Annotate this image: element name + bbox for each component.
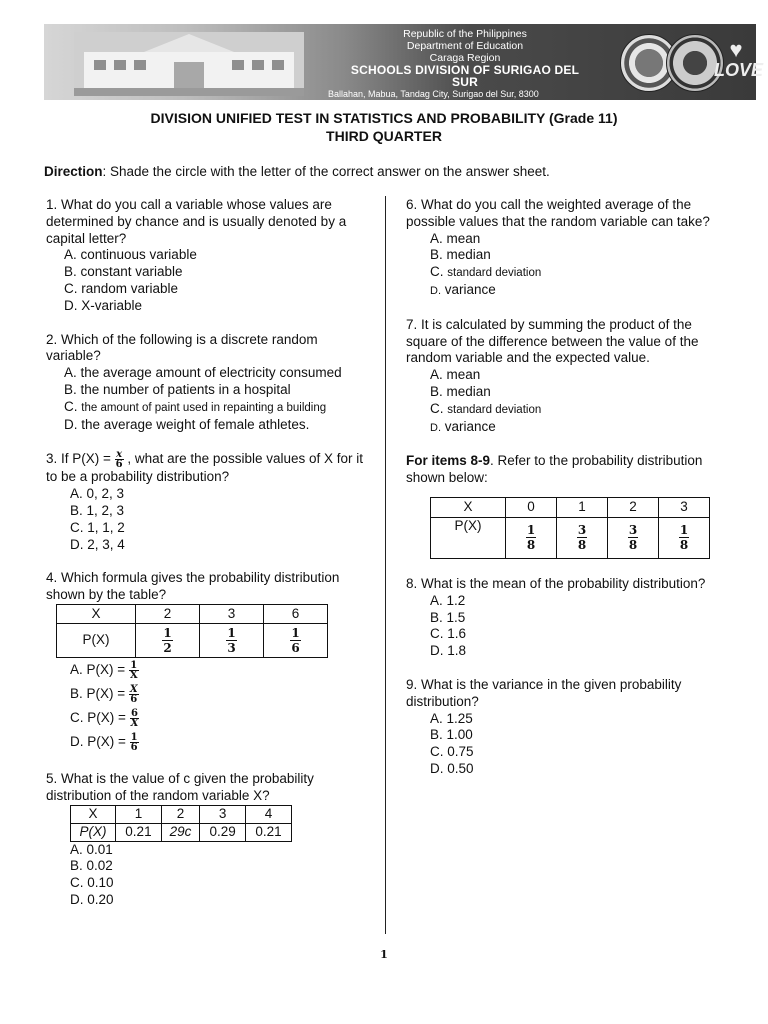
question-5-options — [70, 842, 366, 909]
table-cell: 3 — [659, 497, 710, 517]
banner-line-division: SCHOOLS DIVISION OF SURIGAO DEL SUR — [350, 63, 580, 89]
option: A. continuous variable — [64, 247, 197, 263]
numerator: 1 — [130, 731, 138, 743]
numerator: 1 — [163, 625, 172, 640]
numerator: 1 — [227, 625, 236, 640]
numerator: 6 — [131, 707, 138, 719]
question-4-stem: 4. Which formula gives the probability distribution shown by the table? — [46, 570, 340, 603]
option — [70, 730, 366, 754]
direction-text — [44, 164, 550, 179]
numerator: 1 — [291, 625, 300, 640]
option: A. 0, 2, 3 — [70, 486, 125, 502]
option: D. X-variable — [64, 297, 143, 313]
option: C. 0.75 — [430, 744, 474, 760]
option-letter: C. — [430, 400, 444, 416]
option: B. median — [430, 383, 491, 399]
option — [430, 419, 726, 437]
numerator: 1 — [130, 659, 138, 671]
option-text: the amount of paint used in repainting a building — [81, 401, 327, 414]
denominator: 6 — [130, 693, 138, 705]
items-8-9-stem — [406, 453, 726, 487]
question-2-stem: 2. Which of the following is a discrete random variable? — [46, 331, 318, 364]
denominator: X — [130, 717, 139, 729]
numerator: 3 — [628, 523, 638, 538]
items-8-9-text: . Refer to the probability distribution shown below: — [406, 453, 703, 486]
table-header-x: X — [57, 604, 136, 623]
table-cell — [608, 517, 659, 558]
direction-label: Direction — [44, 164, 103, 179]
numerator: 1 — [526, 523, 536, 538]
question-7 — [406, 317, 726, 437]
denominator: 8 — [577, 538, 587, 553]
option-text: variance — [444, 281, 496, 297]
header-banner — [44, 24, 764, 100]
question-5 — [46, 771, 366, 909]
items-8-9-table — [430, 497, 710, 559]
page-title: DIVISION UNIFIED TEST IN STATISTICS AND PROBABILITY (Grade 11) — [150, 110, 618, 126]
fraction — [130, 709, 140, 728]
table-cell: 0.29 — [200, 823, 246, 841]
items-8-9-intro — [406, 453, 726, 559]
direction-body: : Shade the circle with the letter of the correct answer on the answer sheet. — [102, 164, 550, 179]
denominator: 8 — [526, 538, 536, 553]
table-header-px: P(X) — [57, 623, 136, 657]
option — [64, 399, 366, 417]
banner-text — [328, 28, 590, 100]
question-8-options — [430, 593, 726, 660]
table-cell: 1 — [116, 805, 162, 823]
option: C. 1.6 — [430, 626, 467, 642]
option: D. the average weight of female athletes. — [64, 416, 310, 432]
question-9-options — [430, 711, 726, 778]
question-6 — [406, 197, 726, 300]
option: D. 0.20 — [70, 891, 114, 907]
option: C. 1, 1, 2 — [70, 519, 125, 535]
option-text: A. P(X) = — [70, 661, 129, 677]
question-9 — [406, 677, 726, 778]
fraction — [129, 661, 139, 680]
question-6-stem: 6. What do you call the weighted average of the possible values that the random variable can take? — [406, 197, 710, 229]
question-3 — [46, 450, 366, 553]
fraction — [628, 523, 638, 552]
denominator: 8 — [628, 538, 638, 553]
option-letter: C. — [64, 398, 78, 414]
fraction — [290, 626, 300, 655]
option: C. random variable — [64, 280, 179, 296]
option-text: standard deviation — [447, 267, 542, 280]
question-4 — [46, 570, 366, 754]
option: A. mean — [430, 230, 481, 246]
question-3-stem — [46, 450, 366, 486]
fraction — [129, 685, 139, 704]
table-cell — [200, 623, 264, 657]
option: D. 2, 3, 4 — [70, 536, 125, 552]
denominator: 3 — [227, 640, 236, 655]
option: B. 1, 2, 3 — [70, 502, 125, 518]
numerator: 1 — [679, 523, 689, 538]
question-1-stem: 1. What do you call a variable whose values are determined by chance and is usually denoted by a capital letter? — [46, 197, 347, 246]
fraction — [526, 523, 536, 552]
denominator: 8 — [679, 538, 689, 553]
table-cell: 2 — [608, 497, 659, 517]
option: B. 1.00 — [430, 727, 473, 743]
option: B. 1.5 — [430, 609, 466, 625]
numerator: X — [129, 683, 138, 695]
question-5-stem: 5. What is the value of c given the probability distribution of the random variable X? — [46, 770, 314, 803]
items-8-9-label: For items 8-9 — [406, 453, 491, 469]
option-text: variance — [444, 418, 496, 434]
question-5-table — [70, 805, 292, 842]
question-2-options — [64, 365, 366, 433]
table-cell: 0.21 — [246, 823, 292, 841]
question-7-options — [430, 367, 726, 436]
option — [430, 401, 726, 419]
table-header-px: P(X) — [431, 517, 506, 558]
fraction — [577, 523, 587, 552]
option: D. 1.8 — [430, 643, 467, 659]
table-cell: 2 — [161, 805, 199, 823]
table-cell — [136, 623, 200, 657]
option-text: C. P(X) = — [70, 709, 130, 725]
love-logo-text: LOVE — [714, 60, 764, 80]
question-1-options — [64, 247, 366, 314]
table-cell: 6 — [264, 604, 328, 623]
table-cell: 3 — [200, 805, 246, 823]
numerator: 3 — [577, 523, 587, 538]
banner-line-deped: Department of Education — [406, 40, 524, 52]
numerator: x — [116, 449, 123, 461]
stem-text: , what are the possible values of X for it to be a probability distribution? — [46, 451, 363, 485]
denominator: X — [129, 669, 138, 681]
option: B. 0.02 — [70, 858, 113, 874]
option: B. constant variable — [64, 264, 183, 280]
banner-line-republic: Republic of the Philippines — [403, 28, 527, 40]
table-cell: 2 — [136, 604, 200, 623]
denominator: 6 — [130, 741, 138, 753]
option — [70, 682, 366, 706]
table-header-x: X — [71, 805, 116, 823]
question-8 — [406, 576, 726, 660]
question-8-stem: 8. What is the mean of the probability distribution? — [406, 575, 706, 591]
page-number: 1 — [380, 948, 388, 961]
option: C. 0.10 — [70, 875, 114, 891]
table-cell — [659, 517, 710, 558]
fraction-x-over-6 — [115, 450, 124, 469]
table-cell — [264, 623, 328, 657]
option — [70, 658, 366, 682]
question-1 — [46, 197, 366, 315]
option-letter: D. — [430, 284, 441, 297]
option — [70, 706, 366, 730]
denominator: 6 — [115, 459, 123, 471]
option-letter: D. — [430, 421, 441, 434]
option: B. the number of patients in a hospital — [64, 381, 291, 397]
table-cell: 0 — [506, 497, 557, 517]
school-building-image — [74, 32, 304, 96]
question-4-options — [70, 658, 366, 754]
column-divider — [385, 196, 386, 934]
denominator: 2 — [163, 640, 172, 655]
love-logo-icon: ♥ LOVE — [714, 37, 764, 80]
table-cell: 29c — [161, 823, 199, 841]
option — [430, 264, 726, 282]
banner-line-address: Ballahan, Mabua, Tandag City, Surigao del Sur, 8300 — [328, 89, 539, 99]
question-9-stem: 9. What is the variance in the given probability distribution? — [406, 676, 682, 709]
table-header-px: P(X) — [71, 823, 116, 841]
table-header-x: X — [431, 497, 506, 517]
option: A. mean — [430, 367, 481, 383]
option: B. median — [430, 247, 491, 263]
left-column — [46, 197, 366, 926]
table-cell: 1 — [557, 497, 608, 517]
option: A. 0.01 — [70, 841, 113, 857]
table-cell: 0.21 — [116, 823, 162, 841]
fraction — [226, 626, 236, 655]
table-cell: 4 — [246, 805, 292, 823]
banner-line-region: Caraga Region — [429, 52, 501, 64]
stem-text: 3. If P(X) = — [46, 451, 115, 467]
option: D. 0.50 — [430, 760, 474, 776]
table-cell — [506, 517, 557, 558]
option-text: standard deviation — [447, 403, 542, 416]
table-cell — [557, 517, 608, 558]
page-subtitle: THIRD QUARTER — [326, 128, 442, 144]
right-column — [406, 197, 726, 795]
table-cell: 3 — [200, 604, 264, 623]
option-text: B. P(X) = — [70, 685, 129, 701]
option — [430, 282, 726, 300]
option: A. the average amount of electricity consumed — [64, 365, 342, 381]
option: A. 1.2 — [430, 592, 466, 608]
option-text: D. P(X) = — [70, 733, 130, 749]
option: A. 1.25 — [430, 710, 473, 726]
question-6-options — [430, 231, 726, 300]
question-4-table — [56, 604, 328, 658]
question-3-options — [70, 486, 366, 553]
denominator: 6 — [291, 640, 300, 655]
fraction — [162, 626, 172, 655]
fraction — [679, 523, 689, 552]
fraction — [130, 733, 139, 752]
question-2 — [46, 332, 366, 434]
question-7-stem: 7. It is calculated by summing the product of the square of the difference between the value of the random variable and the expected value. — [406, 316, 699, 366]
option-letter: C. — [430, 264, 444, 280]
